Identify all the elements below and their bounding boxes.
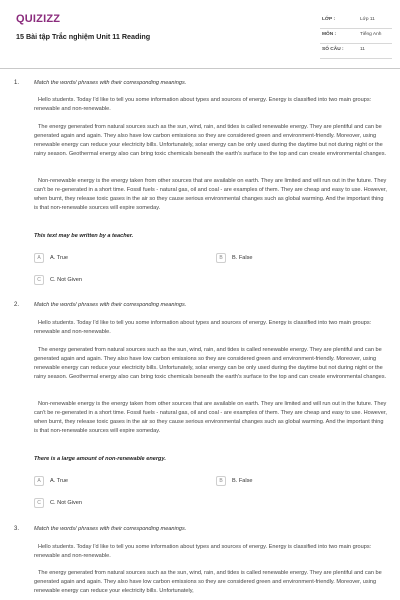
- option-letter-box: A: [34, 253, 44, 263]
- quizizz-logo: QUIZIZZ: [16, 13, 61, 25]
- answer-option-c[interactable]: [34, 498, 184, 510]
- question-statement: This text may be written by a teacher.: [34, 233, 134, 239]
- answer-option-a[interactable]: [34, 253, 184, 265]
- option-letter-box: B: [216, 476, 226, 486]
- passage-paragraph: The energy generated from natural sources such as the sun, wind, rain, and tides is called renewable energy. They are plentiful and can be generated again and again. They also have low carbon emissions so they are considered green and environment-friendly. Moreover, using renewable energy can reduce your electricity bills. Unfortunately, solar energy can be only used during the daytime but not during night or the rainy season. Geothermal energy also can bring toxic chemicals beneath the earth's surface to the top and can create environmental changes.: [34, 124, 387, 157]
- page-header: [0, 0, 400, 66]
- answer-option-b[interactable]: [216, 253, 366, 265]
- document-title: 15 Bài tập Trắc nghiệm Unit 11 Reading: [16, 32, 151, 41]
- option-label: A. True: [50, 255, 69, 261]
- option-letter-box: A: [34, 476, 44, 486]
- answer-option-c[interactable]: [34, 275, 184, 287]
- option-label: B. False: [232, 255, 253, 261]
- header-divider: [0, 68, 400, 69]
- option-letter-box: B: [216, 253, 226, 263]
- option-label: C. Not Given: [50, 277, 83, 283]
- option-label: B. False: [232, 478, 253, 484]
- meta-panel: [320, 16, 392, 61]
- option-letter-box: C: [34, 498, 44, 508]
- option-letter-box: C: [34, 275, 44, 285]
- option-label: A. True: [50, 478, 69, 484]
- meta-row-count: [320, 46, 392, 59]
- option-label: C. Not Given: [50, 500, 83, 506]
- answer-option-a[interactable]: [34, 476, 184, 488]
- passage-paragraph: Non-renewable energy is the energy taken from other sources that are available on earth. They are limited and will run out in the future. They can't be re-generated in a short time. Fossil fuels - natural gas, oil and coal - are examples of them. They are cheap and easy to use. However, when burnt, they release toxic gases in the air so they cause serious environmental changes such as global warming. And the important thing is that non-renewable sources will expire someday.: [34, 401, 387, 434]
- meta-key: SỐ CÂU :: [322, 47, 344, 52]
- question-number: 3.: [14, 526, 20, 532]
- meta-row-class: [320, 16, 392, 29]
- passage-paragraph: The energy generated from natural sources such as the sun, wind, rain, and tides is called renewable energy. They are plentiful and can be generated again and again. They also have low carbon emissions so they are considered green and environment-friendly. Moreover, using renewable energy can reduce your electricity bills. Unfortunately,: [34, 570, 382, 594]
- question-number: 2.: [14, 302, 20, 308]
- passage-paragraph: The energy generated from natural sources such as the sun, wind, rain, and tides is called renewable energy. They are plentiful and can be generated again and again. They also have low carbon emissions so they are considered green and environment-friendly. Moreover, using renewable energy can reduce your electricity bills. Unfortunately, solar energy can be only used during the daytime but not during night or the rainy season. Geothermal energy also can bring toxic chemicals beneath the earth's surface to the top and can create environmental changes.: [34, 347, 387, 380]
- passage-paragraph: Hello students. Today I'd like to tell you some information about types and sources of energy. Energy is classified into two main groups: renewable and non-renewable.: [34, 320, 372, 335]
- meta-key: MÔN :: [322, 32, 337, 37]
- question-statement: There is a large amount of non-renewable energy.: [34, 456, 166, 462]
- meta-value: Tiếng Anh: [360, 32, 382, 37]
- meta-value: 11: [360, 47, 365, 52]
- question-instruction: Match the words/ phrases with their corresponding meanings.: [34, 80, 187, 86]
- question-instruction: Match the words/ phrases with their corresponding meanings.: [34, 302, 187, 308]
- meta-row-subject: [320, 31, 392, 44]
- question-instruction: Match the words/ phrases with their corresponding meanings.: [34, 526, 187, 532]
- passage-paragraph: Non-renewable energy is the energy taken from other sources that are available on earth. They are limited and will run out in the future. They can't be re-generated in a short time. Fossil fuels - natural gas, oil and coal - are examples of them. They are cheap and easy to use. However, when burnt, they release toxic gases in the air so they cause serious environmental changes such as global warming. And the important thing is that non-renewable sources will expire someday.: [34, 178, 387, 211]
- passage-paragraph: Hello students. Today I'd like to tell you some information about types and sources of energy. Energy is classified into two main groups: renewable and non-renewable.: [34, 544, 372, 559]
- question-number: 1.: [14, 80, 20, 86]
- answer-option-b[interactable]: [216, 476, 366, 488]
- meta-value: Lớp 11: [360, 17, 375, 22]
- passage-paragraph: Hello students. Today I'd like to tell you some information about types and sources of energy. Energy is classified into two main groups: renewable and non-renewable.: [34, 97, 372, 112]
- meta-key: LỚP :: [322, 17, 336, 22]
